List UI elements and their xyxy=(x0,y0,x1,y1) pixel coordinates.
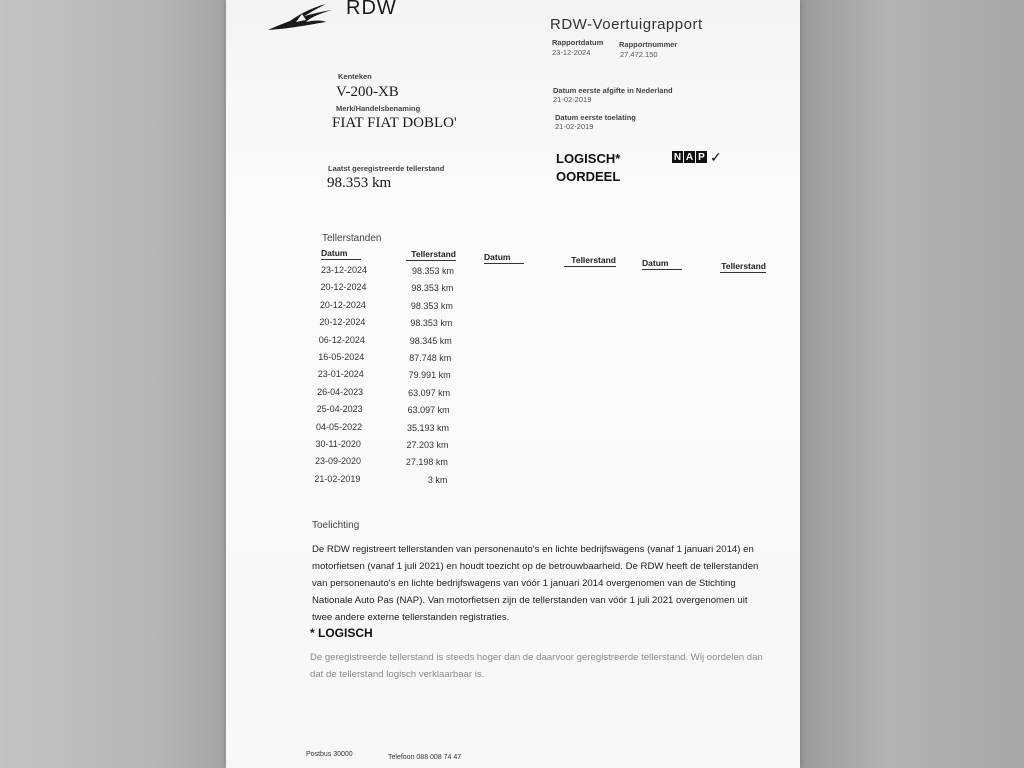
row-datum: 23-09-2020 xyxy=(314,456,361,467)
kenteken-value: V-200-XB xyxy=(336,84,399,100)
row-tellerstand: 63.097 km xyxy=(408,387,451,398)
tellerstanden-table xyxy=(226,0,800,500)
rapportdatum-label: Rapportdatum xyxy=(552,38,604,47)
merk-value: FIAT FIAT DOBLO' xyxy=(332,115,457,131)
row-tellerstand: 27.198 km xyxy=(405,457,448,468)
logisch-text xyxy=(310,649,800,683)
brand-name: RDW xyxy=(346,0,397,19)
col-header-tellerstand-3: Tellerstand xyxy=(721,261,766,271)
background-right xyxy=(800,0,1024,768)
check-icon: ✓ xyxy=(710,149,722,165)
oordeel-line1: LOGISCH* xyxy=(556,151,621,166)
row-datum: 20-12-2024 xyxy=(319,299,366,310)
row-datum: 25-04-2023 xyxy=(316,404,363,415)
toelichting-line: twee andere externe tellerstanden registraties. xyxy=(312,612,510,623)
col-header-datum-1: Datum xyxy=(321,248,361,260)
logisch-line: dat de tellerstand logisch verklaarbaar is. xyxy=(310,669,485,680)
logisch-line: De geregistreerde tellerstand is steeds hoger dan de daarvoor geregistreerde tellerstand. Wij oordelen dan xyxy=(310,652,763,663)
tellerstand-value: 98.353 km xyxy=(327,175,392,191)
report-title: RDW-Voertuigrapport xyxy=(550,16,703,33)
background-left xyxy=(0,0,226,768)
tellerstanden-title: Tellerstanden xyxy=(322,233,382,244)
toelichting-line: motorfietsen (vanaf 1 juli 2021) en houdt toezicht op de betrouwbaarheid. De RDW heeft de tellerstanden xyxy=(312,561,759,572)
row-datum: 20-12-2024 xyxy=(319,317,366,328)
rapportnummer-label: Rapportnummer xyxy=(619,40,678,49)
row-datum: 21-02-2019 xyxy=(314,473,361,484)
row-datum: 06-12-2024 xyxy=(318,334,365,345)
kenteken-label: Kenteken xyxy=(338,72,372,81)
col-header-tellerstand-1: Tellerstand xyxy=(406,249,456,261)
row-tellerstand: 79.991 km xyxy=(408,370,451,381)
afgifte-value: 21-02-2019 xyxy=(553,95,592,104)
tellerstand-label: Laatst geregistreerde tellerstand xyxy=(328,164,445,173)
merk-label: Merk/Handelsbenaming xyxy=(336,104,421,113)
row-datum: 16-05-2024 xyxy=(318,352,365,362)
row-datum: 20-12-2024 xyxy=(320,282,367,293)
row-tellerstand: 3 km xyxy=(427,474,448,485)
toelichting-line: De RDW registreert tellerstanden van personenauto's en lichte bedrijfswagens (vanaf 1 januari 2014) en xyxy=(312,544,754,555)
col-header-datum-2: Datum xyxy=(484,252,524,264)
toelichting-text xyxy=(312,541,782,626)
rapportdatum-value: 23-12-2024 xyxy=(552,48,591,57)
toelichting-title: Toelichting xyxy=(312,520,360,531)
nap-letter-n: N xyxy=(673,151,682,163)
row-tellerstand: 35.193 km xyxy=(407,422,450,433)
afgifte-label: Datum eerste afgifte in Nederland xyxy=(553,86,673,95)
row-datum: 04-05-2022 xyxy=(316,421,363,432)
logisch-title: * LOGISCH xyxy=(310,626,373,640)
footer-telefoon: Telefoon 088 008 74 47 xyxy=(388,754,462,761)
row-tellerstand: 98.353 km xyxy=(411,266,454,276)
row-tellerstand: 63.097 km xyxy=(407,405,450,416)
toelating-label: Datum eerste toelating xyxy=(555,113,636,122)
row-datum: 23-12-2024 xyxy=(321,265,368,275)
nap-letter-p: P xyxy=(696,151,707,163)
document-page xyxy=(226,0,800,768)
row-tellerstand: 98.345 km xyxy=(409,335,452,346)
row-tellerstand: 87.748 km xyxy=(409,353,452,363)
col-header-tellerstand-2: Tellerstand xyxy=(564,255,616,267)
row-tellerstand: 98.353 km xyxy=(410,300,453,311)
row-tellerstand: 98.353 km xyxy=(411,283,454,294)
oordeel-line2: OORDEEL xyxy=(556,169,621,184)
row-datum: 23-01-2024 xyxy=(317,369,364,380)
rapportnummer-value: 27.472.150 xyxy=(620,50,658,59)
footer-postbus: Postbus 30000 xyxy=(306,751,353,758)
toelichting-line: van personenauto's en lichte bedrijfswagens van vóór 1 januari 2014 overgenomen van de Stichting xyxy=(312,578,736,589)
row-datum: 30-11-2020 xyxy=(315,439,361,449)
nap-letter-a: A xyxy=(685,151,694,163)
toelichting-line: Nationale Auto Pas (NAP). Van motorfietsen zijn de tellerstanden van vóór 1 juli 2021 overgenomen uit xyxy=(312,595,748,606)
col-header-datum-3: Datum xyxy=(642,258,682,270)
toelating-value: 21-02-2019 xyxy=(555,122,594,131)
row-tellerstand: 98.353 km xyxy=(410,318,453,329)
row-tellerstand: 27.203 km xyxy=(406,440,449,450)
row-datum: 26-04-2023 xyxy=(317,386,364,397)
